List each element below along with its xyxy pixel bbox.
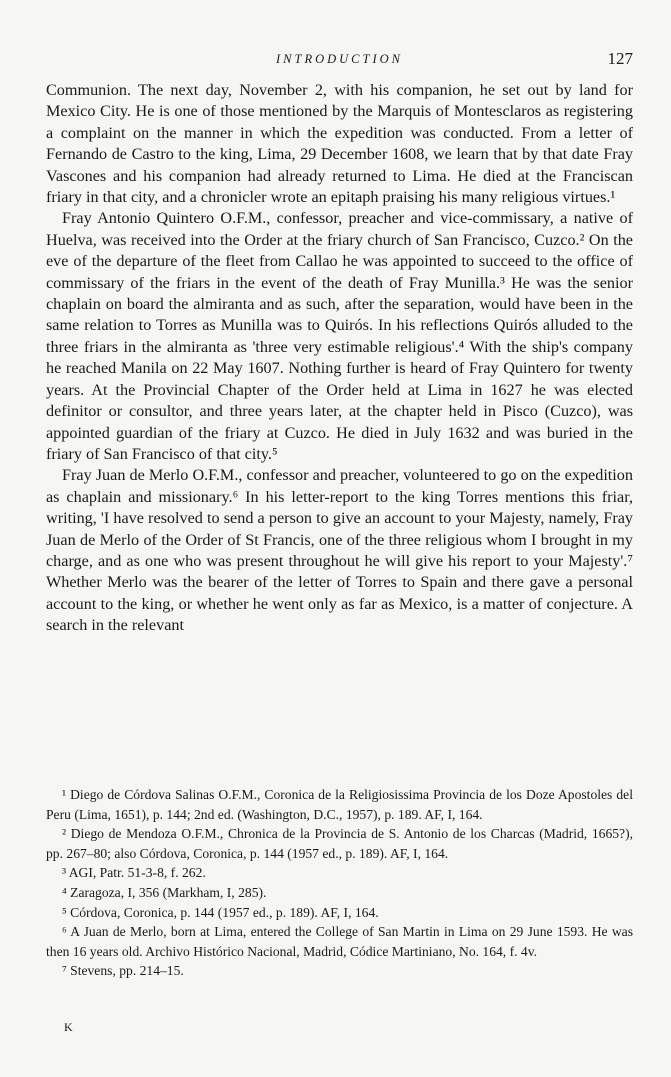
footnote-5: ⁵ Córdova, Coronica, p. 144 (1957 ed., p. 189). AF, I, 164. (62, 904, 379, 920)
footnote-2: ² Diego de Mendoza O.F.M., Chronica de la Provincia de S. Antonio de los Charcas (Madrid, 1665?), pp. 267–80; also Córdova, Coronica, p. 144 (1957 ed., p. 189). AF, I, 164. (46, 826, 633, 861)
footnote-3: ³ AGI, Patr. 51-3-8, f. 262. (62, 865, 206, 881)
page-header (46, 49, 633, 76)
footnote-1: ¹ Diego de Córdova Salinas O.F.M., Coronica de la Religiosissima Provincia de los Doze Apostoles del Peru (Lima, 1651), p. 144; 2nd ed. (Washington, D.C., 1957), p. 189. AF, I, 164. (46, 787, 633, 822)
footnote-4: ⁴ Zaragoza, I, 356 (Markham, I, 285). (62, 884, 267, 900)
footnotes (46, 785, 633, 981)
signature-mark: K (64, 1020, 73, 1034)
paragraph-1: Communion. The next day, November 2, with his companion, he set out by land for Mexico City. He is one of those mentioned by the Marquis of Montesclaros as registering a complaint on the manner in which the expedition was conducted. From a letter of Fernando de Castro to the king, Lima, 29 December 1608, we learn that by that date Fray Vascones and his companion had already returned to Lima. He died at the Franciscan friary in that city, and a chronicler wrote an epitaph praising his many religious virtues.¹ (46, 81, 633, 207)
footnote-6: ⁶ A Juan de Merlo, born at Lima, entered the College of San Martin in Lima on 29 June 1593. He was then 16 years old. Archivo Histórico Nacional, Madrid, Códice Martiniano, No. 164, f. 4v. (46, 924, 633, 959)
footnote-7: ⁷ Stevens, pp. 214–15. (62, 963, 184, 979)
body-text (46, 80, 633, 637)
running-head: INTRODUCTION (276, 52, 403, 66)
paragraph-3: Fray Juan de Merlo O.F.M., confessor and preacher, volunteered to go on the expedition as chaplain and missionary.⁶ In his letter-report to the king Torres mentions this friar, writing, 'I have resolved to send a person to give an account to your Majesty, namely, Fray Juan de Merlo of the Order of St Francis, one of the three religious whom I brought in my charge, and as one who was present throughout he will give his report to your Majesty'.⁷ Whether Merlo was the bearer of the letter of Torres to Spain and there gave a personal account to the king, or whether he went only as far as Mexico, is a matter of conjecture. A search in the relevant (46, 466, 633, 635)
page-number: 127 (607, 49, 633, 68)
paragraph-2: Fray Antonio Quintero O.F.M., confessor, preacher and vice-commissary, a native of Huelva, was received into the Order at the friary church of San Francisco, Cuzco.² On the eve of the departure of the fleet from Callao he was appointed to succeed to the office of commissary of the friars in the event of the death of Fray Munilla.³ He was the senior chaplain on board the almiranta and as such, after the separation, would have been in the same relation to Torres as Munilla was to Quirós. In his reflections Quirós alluded to the three friars in the almiranta as 'three very estimable religious'.⁴ With the ship's company he reached Manila on 22 May 1607. Nothing further is heard of Fray Quintero for twenty years. At the Provincial Chapter of the Order held at Lima in 1627 he was elected definitor or consultor, and three years later, at the chapter held in Pisco (Cuzco), was appointed guardian of the friary at Cuzco. He died in July 1632 and was buried in the friary of San Francisco of that city.⁵ (46, 209, 633, 463)
